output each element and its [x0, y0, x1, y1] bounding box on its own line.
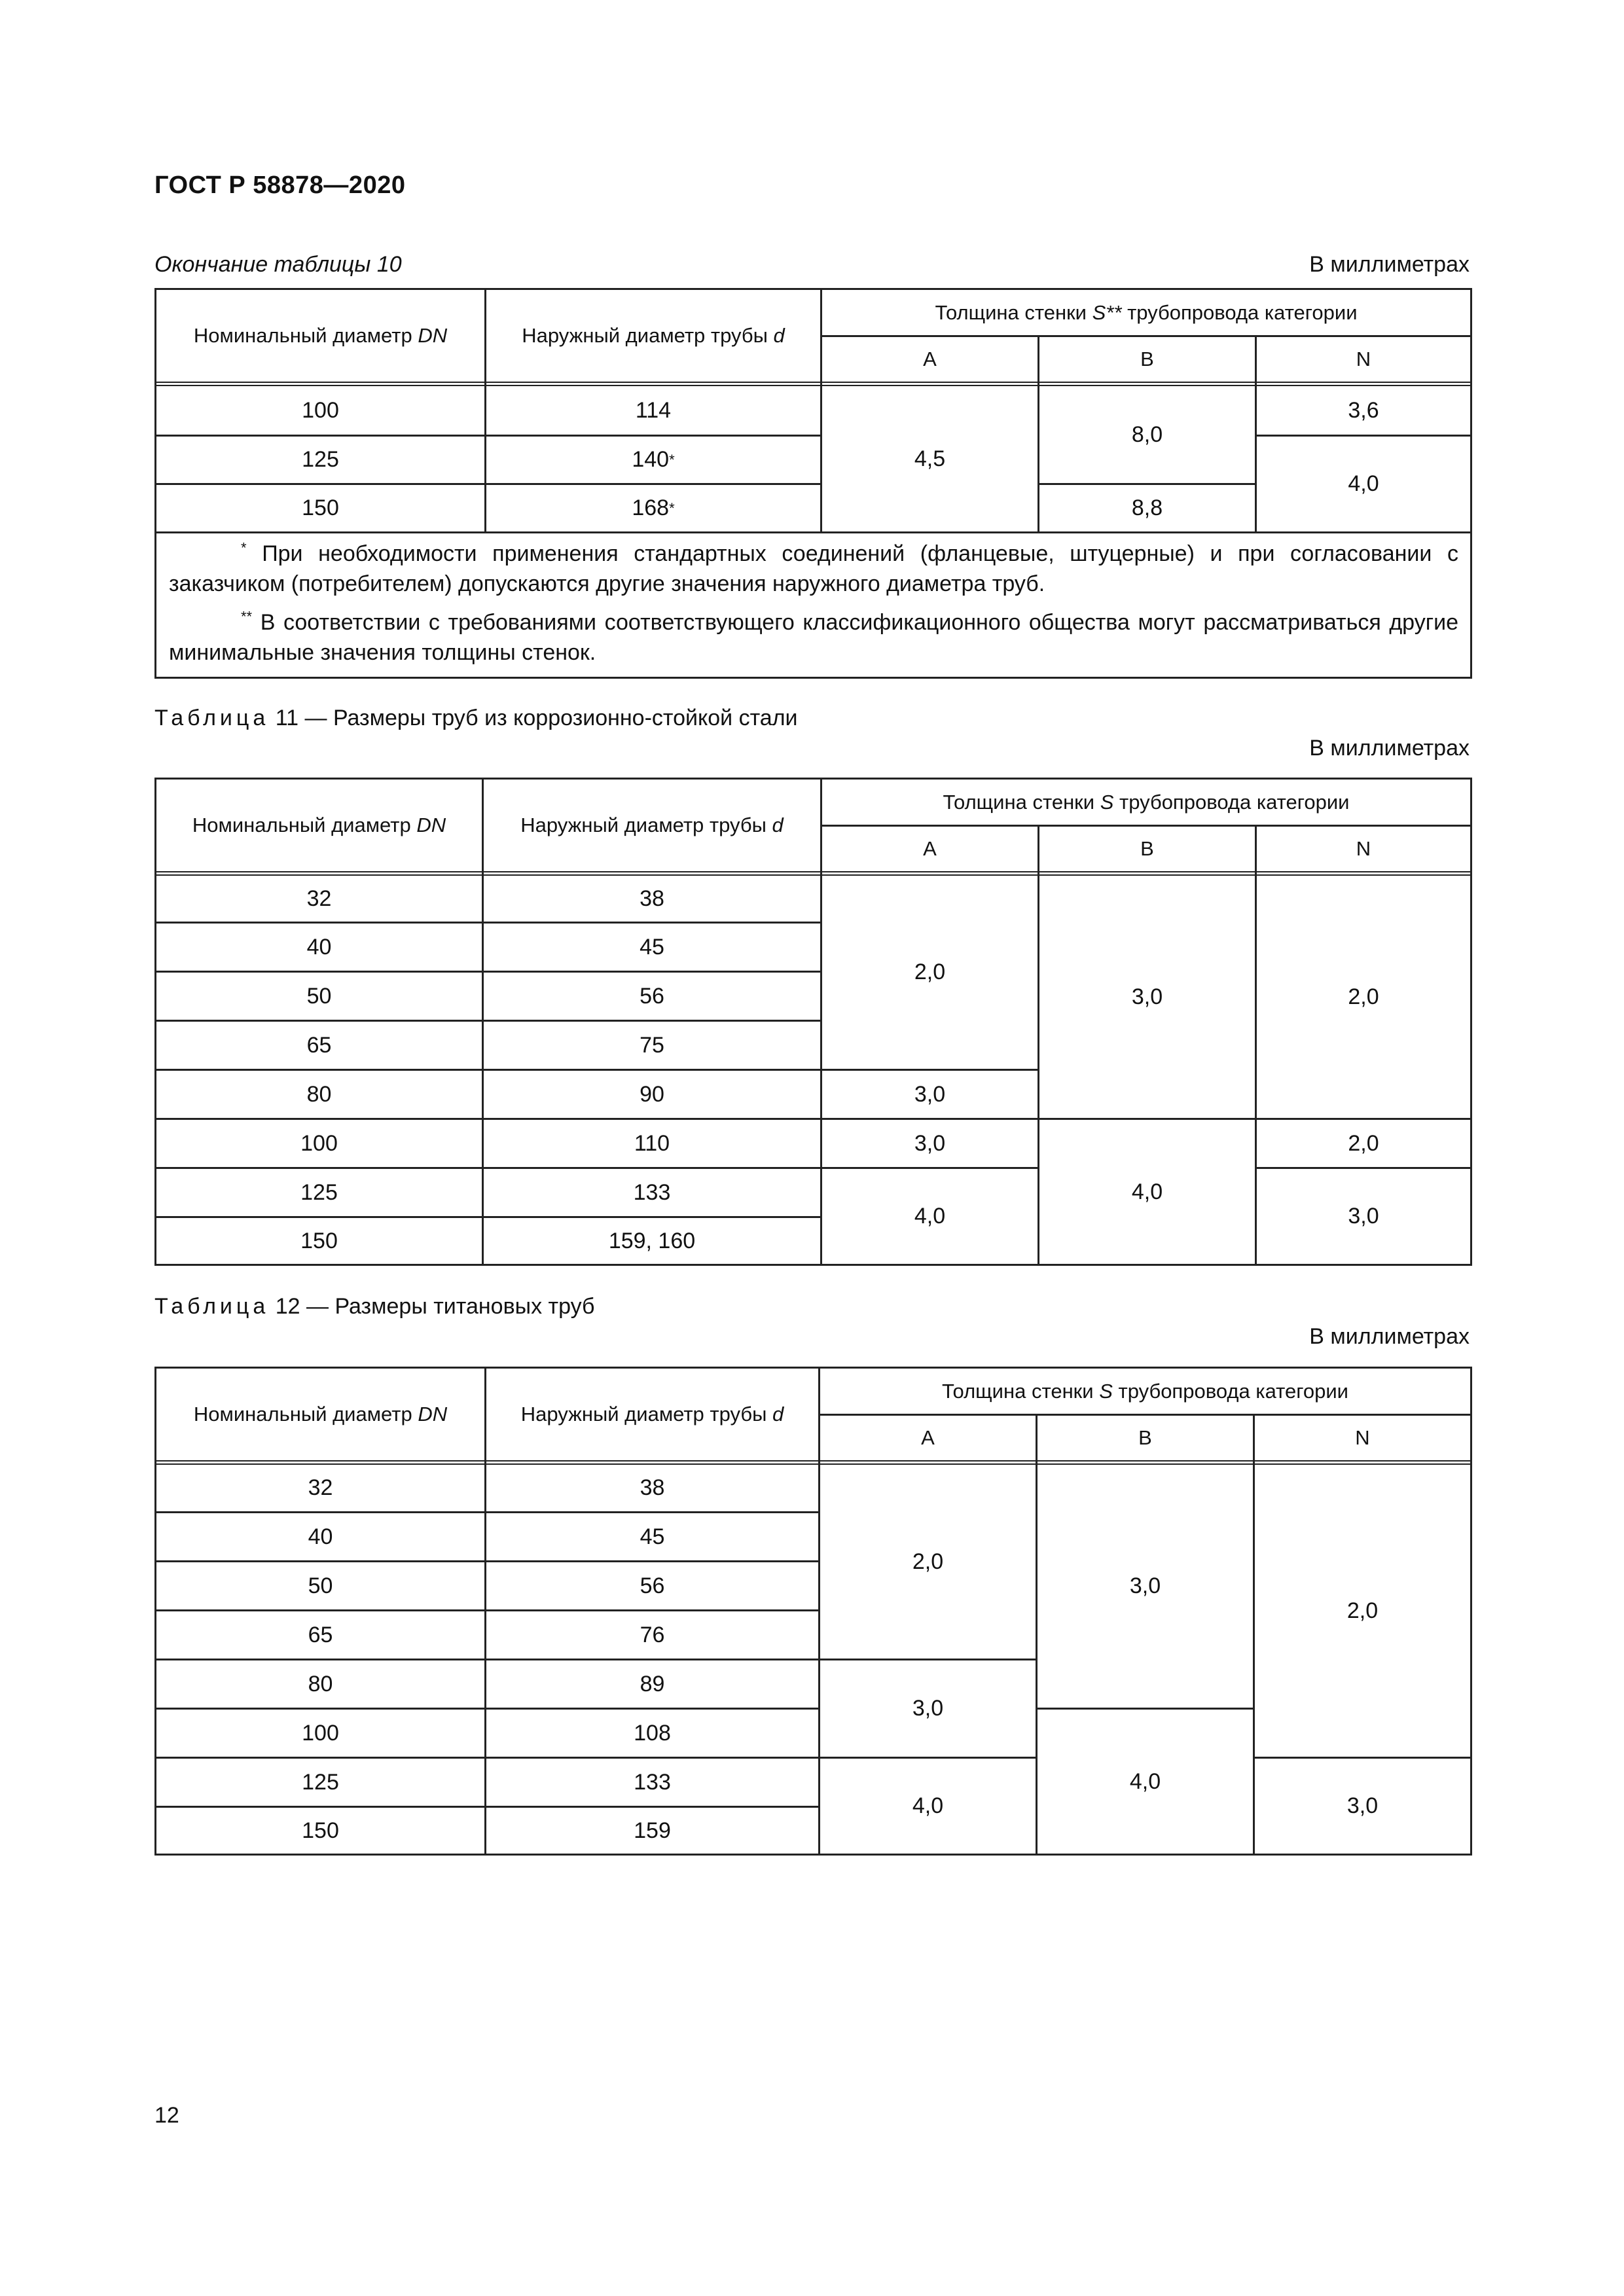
table11-cell-n: 2,0	[1348, 984, 1379, 1009]
table11-border-bottom	[154, 1264, 1472, 1266]
table11-cell-a: 4,0	[914, 1204, 946, 1229]
table11-cell-dn: 150	[300, 1228, 338, 1253]
table11-cell-dn: 40	[306, 934, 332, 960]
table11-cell-d: 45	[640, 934, 664, 960]
table10-cell-d: 114	[635, 397, 672, 423]
table10-header-dn: Номинальный диаметр DN	[193, 324, 448, 347]
table12-cell-n: 2,0	[1346, 1598, 1379, 1623]
table11-header-cat-a: A	[923, 837, 937, 860]
table10-cell-dn: 100	[302, 397, 339, 423]
table11-border-right	[1470, 778, 1472, 1266]
table12-cell-a: 4,0	[912, 1793, 944, 1818]
table10-header-separator	[154, 382, 1472, 386]
table11-header-separator	[154, 871, 1472, 876]
table12-border-bottom	[154, 1854, 1472, 1856]
table12-caption: Таблица 12 — Размеры титановых труб	[154, 1294, 595, 1319]
table10-cell-n: 4,0	[1348, 471, 1379, 496]
table12-cell-dn: 80	[308, 1671, 333, 1696]
table11-cell-b: 4,0	[1131, 1179, 1163, 1204]
table11-cell-n: 2,0	[1348, 1130, 1379, 1156]
table10-caption: Окончание таблицы 10	[154, 252, 402, 277]
table12-cell-dn: 125	[302, 1769, 339, 1795]
table10-cell-d: 140 *	[632, 447, 675, 472]
table12-cell-dn: 100	[302, 1720, 339, 1746]
table11-cell-a: 3,0	[914, 1081, 946, 1107]
table10-cell-b: 8,8	[1131, 495, 1163, 520]
table11-cell-dn: 65	[306, 1032, 332, 1058]
table11-units: В миллиметрах	[1309, 736, 1470, 761]
table11-header-cat-b: B	[1140, 837, 1154, 860]
table12-header-wall: Толщина стенки S трубопровода категории	[942, 1379, 1348, 1403]
table11-cell-d: 90	[640, 1081, 664, 1107]
table12-cell-dn: 32	[308, 1475, 333, 1500]
table10-border-bottom	[154, 677, 1472, 679]
page-number: 12	[154, 2103, 179, 2128]
table11-header-wall: Толщина стенки S трубопровода категории	[943, 790, 1350, 814]
table10-header-wall: Толщина стенки S** трубопровода категории	[935, 300, 1358, 324]
table11-cell-d: 110	[634, 1130, 670, 1156]
table12-header-dn: Номинальный диаметр DN	[193, 1403, 448, 1426]
table12-header-d: Наружный диаметр трубы d	[520, 1403, 784, 1426]
table12-cell-d: 108	[634, 1720, 671, 1746]
table12-header-cat-b: B	[1138, 1426, 1152, 1449]
table11-cell-d: 133	[633, 1179, 671, 1205]
table11-cell-dn: 125	[300, 1179, 338, 1205]
table12-header-cat-n: N	[1355, 1426, 1370, 1449]
document-header: ГОСТ Р 58878—2020	[154, 171, 406, 199]
table12-cell-n: 3,0	[1346, 1793, 1379, 1818]
table10-header-cat-b: B	[1140, 348, 1154, 370]
table10-header-cat-n: N	[1356, 348, 1371, 370]
table12-cell-d: 133	[634, 1769, 671, 1795]
table11-cell-dn: 80	[306, 1081, 332, 1107]
table10-cell-a: 4,5	[914, 446, 946, 471]
table12-cell-d: 89	[640, 1671, 665, 1696]
table11-cell-a: 3,0	[914, 1130, 946, 1156]
table11-cell-n: 3,0	[1348, 1204, 1379, 1229]
table10-cell-n: 3,6	[1348, 397, 1379, 423]
table12-cell-dn: 50	[308, 1573, 333, 1598]
table12-cell-b: 4,0	[1129, 1768, 1161, 1794]
table12-cell-d: 76	[640, 1622, 665, 1647]
table11-header-dn: Номинальный диаметр DN	[192, 814, 446, 836]
table11-header-d: Наружный диаметр трубы d	[520, 814, 784, 836]
table11-cell-d: 38	[640, 886, 664, 911]
table10-cell-dn: 125	[302, 447, 339, 472]
table11-cell-d: 159, 160	[608, 1228, 696, 1253]
table10-units: В миллиметрах	[1309, 252, 1470, 277]
table12-header-separator	[154, 1460, 1472, 1465]
table10-cell-b: 8,0	[1131, 422, 1163, 447]
table12-cell-d: 159	[634, 1818, 671, 1843]
table11-cell-d: 56	[640, 983, 664, 1009]
table12-cell-a: 2,0	[912, 1549, 944, 1574]
table11-cell-dn: 100	[300, 1130, 338, 1156]
table12-cell-dn: 65	[308, 1622, 333, 1647]
table11-cell-dn: 32	[306, 886, 332, 911]
table12-cell-d: 45	[640, 1524, 665, 1549]
table12-header-cat-a: A	[921, 1426, 935, 1449]
table12-cell-dn: 40	[308, 1524, 333, 1549]
table11-header-cat-n: N	[1356, 837, 1371, 860]
table10-cell-dn: 150	[302, 495, 339, 520]
table11-caption: Таблица 11 — Размеры труб из коррозионно-стойкой стали	[154, 706, 798, 730]
table11-cell-d: 75	[640, 1032, 664, 1058]
table12-cell-d: 38	[640, 1475, 665, 1500]
table12-cell-b: 3,0	[1129, 1573, 1161, 1598]
table12-border-right	[1470, 1367, 1472, 1856]
table12-cell-dn: 150	[302, 1818, 339, 1843]
table10-note-2: ** В соответствии с требованиями соответствующего классификационного общества могут рассматриваться другие минимальные значения толщины стенок.	[169, 608, 1458, 665]
table10-border-right	[1470, 288, 1472, 679]
table10-header-d: Наружный диаметр трубы d	[522, 324, 785, 347]
table11-cell-b: 3,0	[1131, 984, 1163, 1009]
table10-note-1: * При необходимости применения стандартных соединений (фланцевые, штуцерные) и при согласовании с заказчиком (потребителем) допускаются другие значения наружного диаметра труб.	[169, 539, 1458, 596]
table10-body-bottom	[154, 531, 1472, 533]
table12-cell-a: 3,0	[912, 1696, 944, 1721]
table11-cell-a: 2,0	[914, 960, 946, 984]
table12-cell-d: 56	[640, 1573, 665, 1598]
table11-cell-dn: 50	[306, 983, 332, 1009]
table10-header-cat-a: A	[923, 348, 937, 370]
table12-units: В миллиметрах	[1309, 1324, 1470, 1349]
table10-cell-d: 168 *	[632, 495, 675, 520]
